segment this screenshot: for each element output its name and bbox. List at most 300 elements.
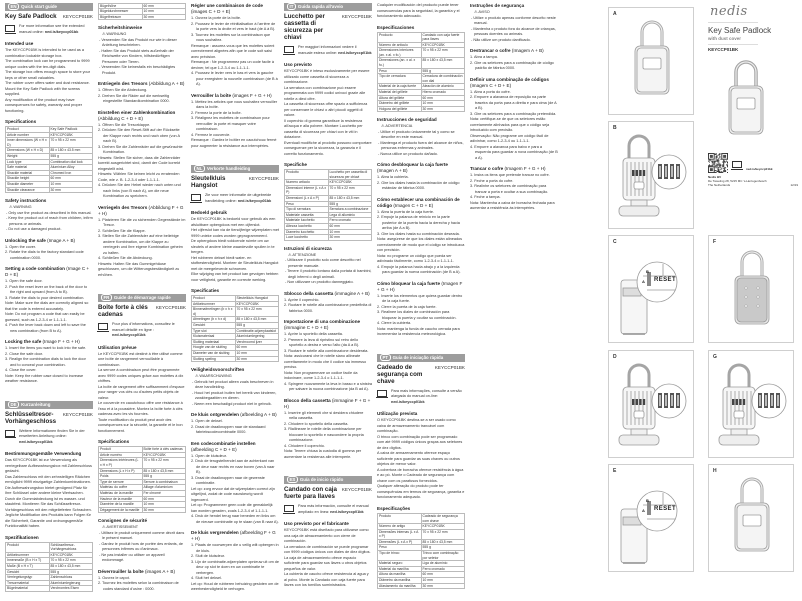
spec-row [99, 507, 186, 513]
illustration-g [708, 350, 794, 458]
instruction-note: Remarque : Gardez le boîtier en caoutchouc fermé pour augmenter la résistance aux intempéries. [191, 138, 277, 148]
spec-row [378, 529, 465, 539]
product-name: Lucchetto per cassetta di sicurezza per chiavi [284, 13, 325, 41]
spec-value: Fer chromé [142, 491, 186, 497]
spec-label: Materiale cassetta [285, 212, 329, 218]
article-number: KEYCCP01BK [248, 176, 279, 181]
illustration-b [608, 121, 694, 229]
instruction-step: 1. Ouvrez le capot. [98, 575, 130, 580]
instruction-note: Nota: assicurarsi che le rotelle siano allineate correttamente in modo che il codice sia immesso preciso. [284, 354, 367, 370]
article-number: KEYCCP01BK [341, 487, 372, 493]
spec-label: Dimensões internas (L x A x P) [378, 529, 422, 539]
intended-use-paragraph: Toute modification du produit peut avoir des conséquences sur la sécurité, la garantie et le bon fonctionnement. [98, 417, 183, 433]
manual-url[interactable]: ned.is/keyccp01bk [330, 509, 364, 514]
image-reference: (afbeelding C + D + E) [191, 446, 237, 452]
spec-value: 10 mm [328, 229, 372, 235]
spec-label: Gewicht [6, 569, 50, 575]
spec-label: Weight [6, 153, 50, 159]
spec-label: Dimensiones interiores (an. x al. x fo.) [378, 48, 422, 58]
spec-label: Número de artículo [378, 42, 422, 48]
spec-value: Sleutelkluis Hangslot [235, 296, 279, 302]
instruction-step: 2. Close the safe door. [5, 351, 43, 356]
specifications-table [98, 446, 186, 513]
spec-value: Cadeado de segurança com chave [421, 513, 465, 523]
spec-label: Product [6, 127, 50, 133]
spec-value: 555 g [142, 474, 186, 480]
info-text [19, 429, 93, 446]
online-manual-info [5, 429, 93, 446]
spec-label: Tipo de trinco [378, 551, 422, 561]
spec-value: Liga de alumínio [421, 561, 465, 567]
safety-item: - Utilice el producto únicamente tal y como se describe en este manual. [378, 129, 455, 140]
intended-use-paragraph: Qualquer alteração do produto pode ter consequências em termos de segurança, garantia e funcionamento adequado. [377, 484, 465, 500]
intended-use-paragraph: La serratura con combinazione può essere programmata con 9999 codici univoci grazie alle rotelle a dieci cifre. [284, 85, 366, 101]
cover-panel [708, 4, 798, 229]
safety-item: - Utilizzare il prodotto solo come descritto nel presente manuale. [285, 258, 361, 268]
instruction-step: 4. Spingere nuovamente la leva in basso e a sinistra per salvare la nuova combinazione (da B ad A). [284, 381, 373, 392]
illustration-d [608, 350, 694, 458]
spec-label: Shackle material [6, 170, 50, 176]
instruction-step: 3. Gire os seletores para a combinação pretendida. [470, 111, 557, 116]
spec-value: 60 mm [49, 176, 93, 182]
intended-use-paragraph: Il coperchio di gomma garantisce la resistenza all'acqua e alla polvere. Montare Lucchetto per cassetta di sicurezza per chiavi con le viti in dotazione. [284, 118, 363, 139]
spec-row [192, 307, 279, 317]
safety-item-text: Non utilizzare un prodotto danneggiato. [287, 280, 354, 285]
info-text [112, 322, 186, 339]
online-manual-info [377, 389, 465, 406]
warning-label: ⚠ WARNUNG [98, 32, 186, 38]
language-code-badge: FR [101, 294, 112, 301]
spec-label: Inner dimensions (W x H x D) [6, 138, 50, 148]
safety-item-text: Mantenha o produto fora do alcance de crianças, pessoas doentes ou animais. [473, 26, 556, 36]
spec-value: Combination dial lock [49, 159, 93, 165]
online-manual-info [191, 193, 279, 204]
spec-value: KEYCCP01BK [421, 524, 465, 530]
safety-item-text: Gebruik het product alleen zoals beschreven in deze handleiding. [194, 379, 274, 390]
safety-item: - Tenere il prodotto lontano dalla portata di bambini, degli infermi o degli animali. [285, 269, 372, 279]
intended-use-paragraph: The storage box offers enough space to store your keys or other small valuables. [5, 70, 90, 80]
info-text [298, 45, 372, 56]
language-code-badge: IT [287, 3, 296, 10]
section-title-unlock [191, 412, 279, 418]
spec-label: Altura del grillete [378, 95, 422, 101]
instruction-step: 1. Platzieren Sie die zu sichernden Gegenstände im Tresor. [98, 217, 186, 228]
info-label: For more information see the extended manual online: [19, 24, 85, 34]
spec-row [285, 170, 372, 180]
safety-item: - Não utilize um produto danificado. [471, 37, 531, 42]
figure-label: A [613, 11, 617, 17]
spec-label: Artikelnummer [6, 552, 50, 558]
spec-value: Boîte forte à clés cadenas [142, 447, 186, 453]
illustration-f [708, 235, 794, 343]
padlock-illustration [709, 351, 795, 459]
instruction-step: 3. Drehen Sie die Zahlenräder auf die gewünschte Kombination. [98, 144, 183, 155]
section-title-specifications: Especificações [377, 505, 411, 511]
manual-url[interactable]: ned.is/keyccp01bk [338, 50, 372, 55]
language-header [377, 354, 465, 362]
instruction-step: 2. Tournez les molettes selon la combinaison de codes standard d'usine : 0000. [98, 581, 179, 591]
image-reference: (afbeelding F + G + H) [191, 530, 276, 542]
instruction-step: 3. Riallineare le rotelle della combinazione per bloccare lo sportello e nascondere la propria combinazione. [284, 427, 364, 443]
info-text [391, 389, 465, 406]
spec-row [378, 106, 465, 112]
intended-use-paragraph: La boîte de rangement offre suffisamment d'espace pour ranger vos clés ou d'autres petits objets de valeur. [98, 384, 185, 400]
instruction-step: 1. Abra la puerta de la caja fuerte. [377, 209, 434, 214]
manual-url[interactable]: ned.is/keyccp01bk [391, 399, 425, 404]
product-title-row [377, 364, 465, 385]
laptop-icon [732, 161, 742, 168]
section-title-setcode [377, 197, 465, 209]
safety-item: - Verwenden Sie keinesfalls ein beschädigtes Produkt. [99, 65, 176, 75]
instruction-step: 3. Realinhe os seletores de combinação para trancar a porta e ocultar a sua combinação. [470, 184, 549, 194]
spec-value: Verchromtes Eisen [49, 586, 93, 592]
info-label: Para más información, consulte el manual ampliado en línea: [298, 504, 369, 514]
spec-label: Binnenafmetingen (b x h x d) [192, 307, 236, 317]
section-title-unlock [5, 238, 93, 244]
section-title-setcode [191, 3, 279, 15]
cover-url[interactable]: ned.is/keyccp01bk [746, 167, 773, 172]
spec-value: 85 x 180 x 43,5 mm [421, 58, 465, 68]
spec-value: KEYCCP01BK [49, 552, 93, 558]
image-reference: (Abbildung F + G + H) [98, 204, 184, 216]
instruction-step: 1. Abra a porta do cofre. [470, 89, 511, 94]
spec-row [99, 14, 186, 20]
spec-value: 60 mm [142, 3, 186, 9]
guide-label: Kurzanleitung [21, 401, 51, 407]
spec-value: 30 mm [328, 235, 372, 241]
instruction-step: 1. Aprire lo sportello della cassetta. [284, 332, 343, 337]
specifications-table [5, 126, 93, 193]
guide-label: Guia de iniciação rápida [392, 354, 444, 360]
spec-label: Sluiting materiaal [192, 339, 236, 345]
intended-use-paragraph: La caja de almacenamiento ofrece espacio suficiente para guardar sus llaves u otros objetos pequeños de valor. [284, 555, 367, 571]
safety-item-text: Utilizzare il prodotto solo come descritto nel presente manuale. [287, 258, 361, 268]
instruction-step: 1. Mettez les articles que vous souhaitez verrouiller dans la boîte. [191, 99, 278, 109]
divider [708, 44, 758, 45]
spec-value: KEYCCP01BK [328, 180, 372, 186]
spec-label: Peso [285, 201, 329, 207]
spec-value: Aluminiumlegering [235, 334, 279, 340]
spec-value: 85 x 180 x 43,5 mm [142, 468, 186, 474]
spec-value: Ferro cromado [421, 566, 465, 572]
spec-label: Tipo di serratura [285, 207, 329, 213]
image-reference: (Imagen A + B) [377, 168, 408, 174]
product-name: Sleutelkluis Hangslot [191, 175, 226, 189]
section-title-text: Setting a code combination [5, 266, 65, 272]
spec-value: Verchroomd ijzer [235, 339, 279, 345]
image-reference: (images C + D + E) [191, 9, 231, 14]
spec-value: 30 mm [142, 14, 186, 20]
warning-label: ⚠ WARNING [5, 205, 93, 211]
spec-label: Dimensiones (an. x al. x fo.) [378, 58, 422, 68]
info-label: Para mais informações, consulte a versão alargada do manual on-line: [391, 388, 462, 399]
instruction-step: 2. Push the reset lever on the back of the door to the right and upward (from A to B). [5, 284, 88, 295]
safety-item: - Neem een beschadigd product niet in gebruik. [192, 401, 272, 406]
safety-item: - Do not use a damaged product. [6, 227, 62, 232]
image-reference: (Imagem F + G + H) [503, 166, 546, 171]
spec-row [378, 74, 465, 84]
product-title-row [284, 13, 372, 41]
intended-use-paragraph: Die Aufbewahrungsbox bietet genügend Platz für Ihre Schlüssel oder andere kleine Wertsachen. [5, 485, 88, 496]
image-reference: (Imagem C + D + E) [470, 82, 512, 88]
instruction-note: Hinweis: Wählen Sie keinen leicht zu erratenden Code, wie z. B. 1-2-3-4 oder 1-1-1-1. [98, 172, 180, 182]
intended-use-paragraph: La cassetta di sicurezza offre spazio a sufficienza per conservare le chiavi o altri piccoli oggetti di valore. [284, 102, 368, 117]
spec-label: Holgura del grillete [378, 106, 422, 112]
section-title-specifications: Specificaties [191, 288, 220, 293]
section-title-lock [191, 93, 279, 99]
instruction-note: Nota: asegúrese de que los diales están alineados correctamente de modo que el código se introduzca con precisión. [377, 237, 465, 253]
spec-value: 60 mm [235, 345, 279, 351]
spec-label: Article number [6, 132, 50, 138]
instruction-step: 2. Gire los diales hasta la combinación de código estándar de fábrica 0000. [377, 180, 460, 191]
spec-value: 85 x 180 x 43,5 mm [49, 564, 93, 570]
section-title-text: Cómo desbloquear la caja fuerte [377, 162, 448, 168]
spec-label: Produkt [6, 542, 50, 552]
spec-label: Diámetro del grillete [378, 101, 422, 107]
figure-label: D [613, 354, 617, 360]
product-name: Candado con caja fuerte para llaves [284, 486, 337, 501]
padlock-illustration [709, 236, 795, 344]
intended-use-paragraph: O trinco com combinação pode ser programado com até 9999 códigos únicos graças aos seletores de dez dígitos. [377, 434, 463, 450]
nedis-logo: nedis [710, 4, 748, 19]
section-title-setcode [284, 319, 372, 331]
language-header [98, 294, 186, 302]
instruction-step: 4. Fermez le couvercle. [191, 132, 231, 137]
safety-item-text: Mantenga el producto fuera del alcance de niños, personas enfermas y animales. [380, 140, 464, 151]
spec-label: Peso [378, 545, 422, 551]
instruction-step: 2. Chiudere lo sportello della cassetta. [284, 421, 349, 426]
intended-use-paragraph: Het rubberen deksel biedt water- en stofbestendigheid. Monteer de Sleutelkluis Hangslot met de meegeleverde schroeven. [191, 255, 279, 271]
product-title-row [5, 411, 93, 425]
spec-row [378, 58, 465, 68]
instruction-step: 1. Abra a tampa. [470, 55, 498, 59]
intended-use-paragraph: Eventuali modifiche al prodotto possono comportare conseguenze per la sicurezza, la garanzia e il corretto funzionamento. [284, 140, 372, 156]
warning-label: ⚠ ATTENZIONE [284, 253, 372, 259]
spec-value: 10 mm [49, 181, 93, 187]
section-title-intended-use: Uso previsto [284, 62, 312, 67]
spec-value: KEYCCP01BK [235, 301, 279, 307]
spec-row [378, 583, 465, 589]
instruction-step: 3. Rotate the dials to your desired combination. [5, 295, 85, 300]
instruction-step: 4. Schließen Sie die Abdeckung. [98, 256, 153, 261]
spec-label: Diametro lucchetto [285, 229, 329, 235]
spec-label: Shackle height [6, 176, 50, 182]
section-title-safety: Instruções de segurança [470, 3, 525, 8]
intended-use-paragraph: De KEYCCP01BK is bedoeld voor gebruik als een afsluitbare opbergdoos met een cijferslot. [191, 217, 276, 227]
section-title-setcode [470, 77, 558, 89]
spec-label: Numero articolo [285, 180, 329, 186]
section-title-setcode [98, 110, 186, 122]
image-reference: (Imagem A + B) [510, 48, 544, 53]
safety-item-text: Ne pas installer ou utiliser un appareil endommagé. [101, 552, 165, 563]
section-title-text: Verrouiller la boîte [191, 92, 232, 98]
instruction-step: 2. Poussez le levier de réinitialisation à l'arrière de la porte vers la droite et vers le haut (de A à B). [191, 21, 276, 31]
product-title-row [191, 175, 279, 189]
qr-code [708, 153, 728, 173]
spec-value: Alliage d'aluminium [142, 485, 186, 491]
section-title-text: Régler une combinaison de code [191, 3, 263, 8]
section-title-safety: Consignes de sécurité [98, 518, 148, 524]
warning-label: ⚠ ADVERTENCIA [377, 124, 465, 130]
instruction-step: 1. Öffnen Sie die Tresorklappe. [98, 122, 151, 127]
specifications-table [191, 295, 279, 362]
intended-use-paragraph: La cerradura de combinación se puede programar con 9999 códigos únicos con diales de diez dígitos. [284, 544, 371, 555]
guide-label: Guide de démarrage rapide [113, 295, 171, 301]
spec-label: Sluiting speling [192, 356, 236, 362]
spec-row [378, 48, 465, 58]
spec-label: Luce lucchetto [285, 235, 329, 241]
language-section-it [284, 3, 372, 460]
manual-url[interactable]: ned.is/keyccp01bk [44, 29, 79, 34]
section-title-safety: Sicherheitshinweise [98, 25, 143, 31]
illustration-a [608, 7, 694, 115]
laptop-icon [5, 430, 15, 437]
laptop-icon [98, 323, 108, 330]
section-title-intended-use: Uso previsto por el fabricante [284, 521, 349, 527]
section-title-text: Entriegeln des Tresors [98, 81, 148, 87]
spec-label: Maße (B x H x T) [6, 564, 50, 570]
safety-item-text: Houd het product buiten het bereik van kinderen, zwakbegaafden en dieren. [194, 390, 277, 401]
online-manual-info [284, 45, 372, 56]
lever-position-a: A [642, 279, 646, 284]
language-code-badge: PT [380, 354, 391, 361]
safety-item: - Houd het product buiten het bereik van kinderen, zwakbegaafden en dieren. [192, 390, 277, 401]
spec-value: Chromed Iron [49, 170, 93, 176]
spec-label: Dimensions (L x H x P) [99, 468, 143, 474]
spec-label: Produto [378, 513, 422, 523]
laptop-icon [5, 25, 15, 32]
manual-url[interactable]: ned.is/keyccp01bk [112, 333, 146, 338]
safety-item-text: Utilice el producto únicamente tal y como se describe en este manual. [380, 129, 455, 140]
instruction-step: 2. Sluit de kluisdeur. [191, 554, 225, 559]
padlock-illustration [709, 465, 795, 573]
language-header [5, 3, 93, 11]
safety-item: - Verwenden Sie das Produkt nur wie in dieser Anleitung beschrieben. [99, 37, 177, 48]
spec-label: Type slot [192, 328, 236, 334]
section-title-text: Destrancar o cofre [470, 48, 511, 53]
cover-sku: KEYCCP01BK [708, 47, 739, 53]
spec-label: Dimensioni (L x A x P) [285, 195, 329, 201]
article-number: KEYCCP01BK [341, 14, 372, 19]
instruction-step: 2. Schließen Sie die Klappe. [98, 228, 146, 233]
spec-value: 60 mm [421, 572, 465, 578]
specifications-table [377, 32, 465, 113]
image-reference: (images A + B) [143, 568, 175, 574]
language-header [284, 3, 372, 11]
instruction-step: 4. Drücken Sie den Hebel wieder nach unten und nach links (von B nach A), um die neue Kombination zu speichern. [98, 183, 181, 199]
image-reference: (Image C + D + E) [5, 266, 90, 278]
intended-use-paragraph: KEYCCP01BK è inteso esclusivamente per essere utilizzato come cassetta di sicurezza a combinazione. [284, 69, 370, 84]
section-title-unlock [98, 81, 186, 87]
spec-value: Combinatie-wijzerplaatslot [235, 328, 279, 334]
manual-url[interactable]: ned.is/keyccp01bk [19, 439, 53, 444]
instruction-step: 2. Draai de draaiknoppen naar de standaard fabriekscodecombinatie 0000. [191, 424, 266, 435]
safety-item-text: Verwenden Sie keinesfalls ein beschädigtes Produkt. [101, 65, 176, 75]
spec-value: 30 mm [49, 187, 93, 193]
instruction-step: 1. Open de kluisdeur. [191, 453, 227, 458]
section-title-text: Trancar o cofre [470, 166, 504, 171]
guide-label: Guía de inicio rápido [299, 477, 344, 483]
figure-label: F [713, 239, 717, 245]
spec-value: 70 x 95 x 22 mm [49, 558, 93, 564]
intended-use-paragraph: The combination lock can be programmed to 9999 unique codes with the ten-digit dials. [5, 59, 90, 69]
spec-row [285, 185, 372, 195]
image-reference: (immagine A + B) [333, 290, 370, 296]
section-title-specifications: Spécifications [98, 439, 130, 445]
instruction-step: 3. Lijn de combinatie-wijzerplaten opnieuw uit om de deur op slot te doen en uw combinatie te verbergen. [191, 559, 280, 575]
instruction-step: 3. Tournez les molettes sur la combinaison que vous souhaitez. [191, 32, 271, 42]
intended-use-paragraph: KEYCCP01BK está diseñado para utilizarse como una caja de almacenamiento con cierre de combinación. [284, 528, 369, 544]
spec-value: 60 mm [421, 95, 465, 101]
instruction-step: 2. Empurre a alavanca de reposição na parte traseira da porta para a direita e para cima (de A a B). [470, 95, 557, 110]
cover-subtitle: with dust cover [708, 35, 742, 41]
instruction-note: Remarque : assurez-vous que les molettes soient correctement alignées afin que le code soit saisi avec précision. [191, 43, 275, 59]
spec-label: Afastamento da manilha [378, 583, 422, 589]
section-title-unlock [377, 162, 465, 174]
section-title-text: Impostazione di una combinazione [284, 319, 361, 325]
intended-use-paragraph: Durch die Gummiabdeckung ist es wasser- und staubfest. Montieren Sie das Schlüsseltresor-Vorhängeschloss mit den mitgelieferten Schrauben. [5, 496, 92, 512]
spec-value: Hierro cromado [421, 90, 465, 96]
instruction-step: 2. Drücken Sie den Reset-Stift auf der Rückseite der Klappe nach rechts und nach oben (von A nach B). [98, 128, 180, 144]
section-title-setcode [5, 266, 93, 278]
spec-label: Produit [99, 447, 143, 453]
info-label: Zie voor meer informatie de uitgebreide handleiding online: [205, 193, 272, 203]
intended-use-paragraph: De opbergdoos biedt voldoende ruimte om uw sleutels of andere kleine waardevolle spullen in te bergen. [191, 239, 275, 254]
product-title-row [284, 486, 372, 500]
article-number: KEYCCP01BK [62, 14, 93, 19]
instruction-note: Note: Keep the rubber case closed to increase weather resistance. [5, 373, 84, 384]
instruction-note: Nota: no programe un código que pueda ser adivinado fácilmente, como 1-2-3-4 o 1-1-1-1. [377, 253, 454, 264]
guide-label: Quick start guide [21, 4, 57, 9]
safety-item: - Gardez le produit hors de portée des enfants, de personnes infirmes ou d'animaux. [99, 541, 184, 552]
instruction-step: 2. Ruotare le rotelle alla combinazione predefinita di fabbrica 0000. [284, 303, 372, 313]
safety-item: - Mantenga el producto fuera del alcance de niños, personas enfermas y animales. [378, 140, 464, 151]
instruction-step: 3. Gire los diales hasta su combinación deseada. [377, 231, 460, 236]
online-manual-info [284, 504, 372, 515]
manual-url[interactable]: ned.is/keyccp01bk [237, 198, 272, 203]
padlock-illustration [609, 122, 695, 230]
spec-value: 60 mm [328, 223, 372, 229]
spec-label: Dégagement de la manille [99, 507, 143, 513]
spec-label: Matériau de la manille [99, 491, 143, 497]
intended-use-paragraph: A cobertura de borracha oferece resistência à água e ao pó. Monte o Cadeado de segurança com chave com os parafusos fornecidos. [377, 467, 464, 483]
image-reference: (immagine F + G + H) [284, 397, 371, 409]
spec-value: 70 x 95 x 22 mm [421, 529, 465, 539]
image-reference: (Image A + B) [45, 237, 76, 243]
instruction-note: Remarque : Ne programmez pas un code facile à deviner, tel que 1-2-3-4 ou 1-1-1-1. [191, 60, 274, 70]
company-country: The Netherlands [708, 182, 731, 187]
section-title-text: Definir uma combinação de códigos [470, 76, 549, 82]
guide-label: Verkorte handleiding [206, 166, 251, 171]
instruction-step: 1. Inserire gli elementi che si desidera chiudere nella cassetta. [284, 410, 364, 421]
section-title-text: De kluis vergrendelen [191, 530, 239, 536]
intended-use-paragraph: A caixa de armazenamento oferece espaço suficiente para guardar as suas chaves ou outros objetos de menor valor. [377, 451, 460, 467]
instruction-step: 4. Close the cover. [5, 368, 37, 373]
spec-row [6, 542, 93, 552]
manual-text-columns [5, 3, 558, 596]
spec-value: Serrure à combinaison [142, 479, 186, 485]
intended-use-paragraph: Le KEYCCP01BK est destiné à être utilisé comme une boîte de rangement verrouillable à combinaison. [98, 351, 183, 367]
section-title-text: Verriegeln des Tresors [98, 204, 148, 210]
instruction-note: Let op: Houd de rubberen behuizing gesloten om de weerbestendigheid te verhogen. [191, 581, 279, 592]
instruction-step: 2. Fermez la porte de la boîte. [191, 110, 242, 115]
language-code-badge: DE [8, 401, 19, 408]
intended-use-paragraph: Elke wijziging van het product kan gevolgen hebben voor veiligheid, garantie en correcte werking. [191, 272, 279, 282]
language-code-badge: NL [194, 165, 205, 172]
instruction-step: 1. Open de deksel. [191, 419, 223, 424]
instruction-step: 4. Cierre la cubierta. [377, 321, 412, 326]
safety-item-text: Do not use a damaged product. [8, 227, 62, 232]
